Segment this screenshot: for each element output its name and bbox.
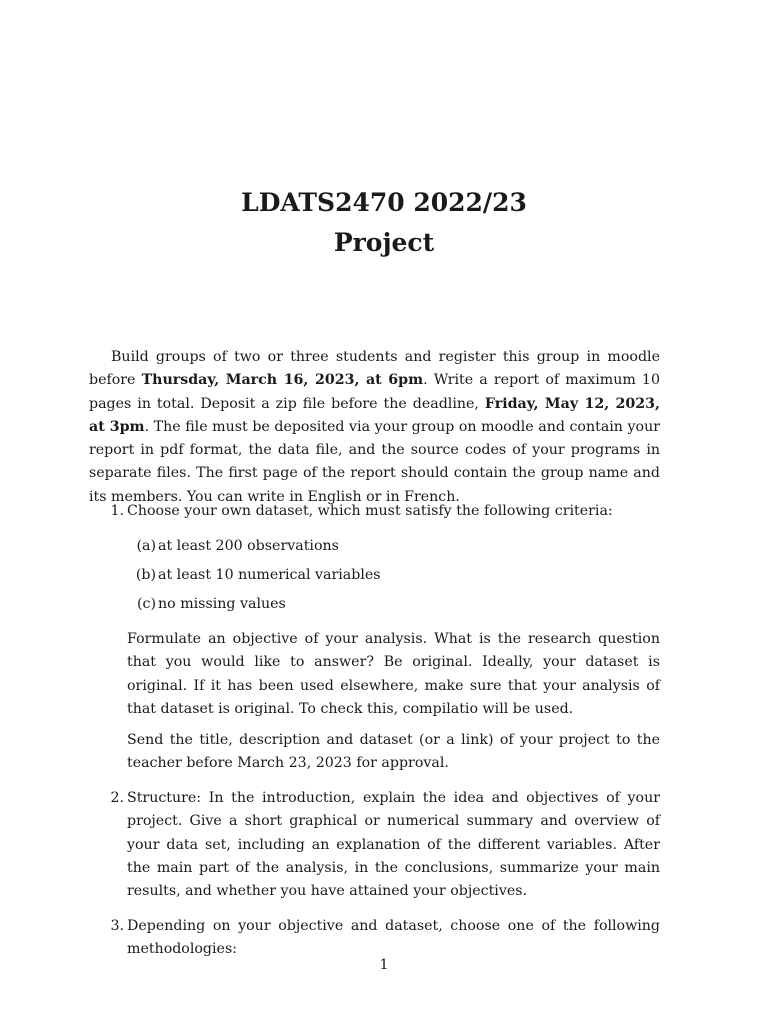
subitem-label: (a) <box>136 538 156 554</box>
list-item-number: 2. <box>110 790 124 806</box>
intro-text-1: Build groups of two or three students and register this group in moodle before <box>89 349 660 389</box>
title-project: Project <box>333 228 435 257</box>
subitem-label: (c) <box>136 596 156 612</box>
intro-text-3: . The file must be deposited via your group on moodle and contain your report in pdf format, the data file, and the source codes of your programs in separate files. The first page of the report should contain the group name and its members. You can write in English or in French. <box>89 418 660 505</box>
page-number: 1 <box>379 957 389 973</box>
title-course-code: LDATS2470 2022/23 <box>241 188 527 217</box>
list-item-text: Structure: In the introduction, explain the idea and objectives of your project. Give a short graphical or numerical summary and overview of your data set, including an explanation of the different variables. After the main part of the analysis, in the conclusions, summarize your main results, and whether you have attained your objectives. <box>127 790 660 900</box>
intro-deadline-deposit: Friday, May 12, 2023, at 3pm <box>89 395 660 435</box>
list-item-text: Depending on your objective and dataset, choose one of the following methodologies: <box>127 918 660 958</box>
list-item-number: 1. <box>110 503 124 519</box>
approval-paragraph: Send the title, description and dataset (or a link) of your project to the teacher before March 23, 2023 for approval. <box>127 732 660 772</box>
document-title <box>0 183 768 263</box>
list-item-text: Choose your own dataset, which must satisfy the following criteria: <box>127 503 613 519</box>
intro-paragraph <box>89 346 660 509</box>
intro-text-2: . Write a report of maximum 10 pages in total. Deposit a zip file before the deadline, <box>89 372 660 412</box>
list-item-number: 3. <box>110 918 124 934</box>
subitem-label: (b) <box>135 567 156 583</box>
intro-deadline-registration: Thursday, March 16, 2023, at 6pm <box>141 372 424 389</box>
objective-paragraph: Formulate an objective of your analysis. What is the research question that you would like to answer? Be original. Ideally, your dataset is original. If it has been used elsewhere, make sure that your analysis of that dataset is original. To check this, compilatio will be used. <box>127 631 660 717</box>
subitem-text: at least 10 numerical variables <box>158 567 381 583</box>
subitem-text: at least 200 observations <box>158 538 339 554</box>
subitem-text: no missing values <box>158 596 286 612</box>
